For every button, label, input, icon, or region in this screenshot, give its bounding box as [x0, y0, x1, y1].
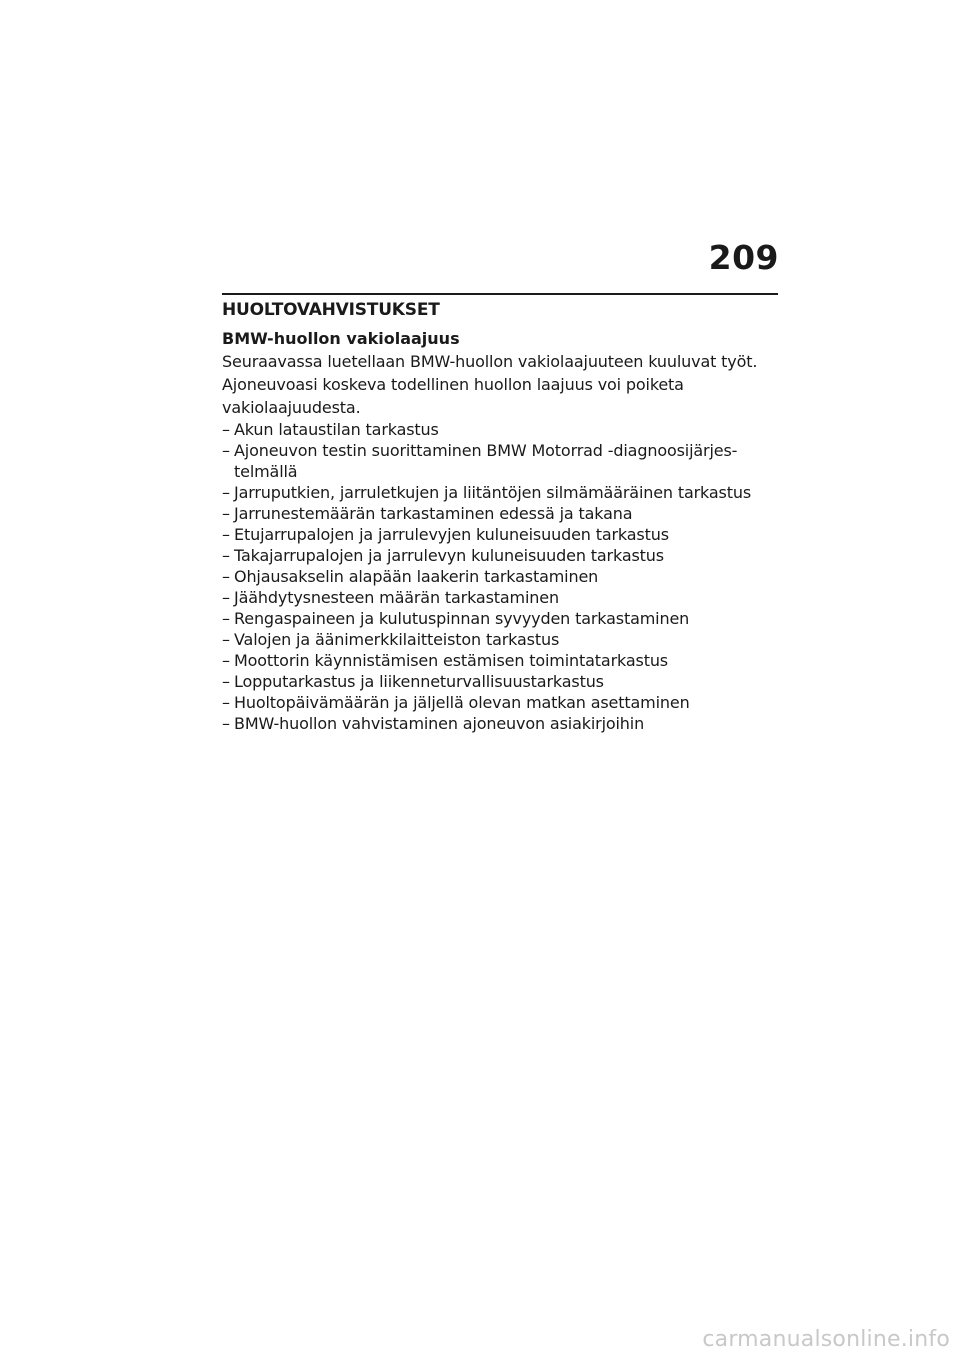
dash: – — [222, 441, 230, 460]
task-item — [222, 608, 782, 629]
task-item — [222, 587, 782, 608]
task-item — [222, 419, 782, 440]
task-item — [222, 671, 782, 692]
task-item — [222, 440, 782, 482]
dash: – — [222, 588, 230, 607]
task-text: Huoltopäivämäärän ja jäljellä olevan matkan asettaminen — [234, 693, 690, 712]
dash: – — [222, 420, 230, 439]
task-text: Etujarrupalojen ja jarrulevyjen kuluneisuuden tarkastus — [234, 525, 669, 544]
intro-paragraph: Seuraavassa luetellaan BMW-huollon vakiolaajuuteen kuuluvat työt. Ajoneuvoasi koskeva todellinen huollon laajuus voi poiketa vakiolaajuudesta. — [222, 352, 758, 417]
dash: – — [222, 567, 230, 586]
subsection-title: BMW-huollon vakiolaajuus — [222, 329, 460, 348]
dash: – — [222, 693, 230, 712]
watermark: carmanualsonline.info — [702, 1327, 950, 1352]
task-item — [222, 524, 782, 545]
task-item — [222, 482, 782, 503]
page-number: 209 — [708, 238, 779, 277]
task-list — [222, 419, 782, 734]
dash: – — [222, 546, 230, 565]
dash: – — [222, 651, 230, 670]
task-text: Jarruputkien, jarruletkujen ja liitäntöjen silmämääräinen tarkastus — [234, 483, 752, 502]
task-text: Ajoneuvon testin suorittaminen BMW Motorrad -diagnoosijärjestelmällä — [234, 441, 738, 481]
dash: – — [222, 609, 230, 628]
task-text: Jäähdytysnesteen määrän tarkastaminen — [234, 588, 559, 607]
page-content — [222, 296, 782, 734]
dash: – — [222, 672, 230, 691]
dash: – — [222, 504, 230, 523]
dash: – — [222, 714, 230, 733]
task-item — [222, 713, 782, 734]
task-item — [222, 692, 782, 713]
task-item — [222, 503, 782, 524]
task-text: Ohjausakselin alapään laakerin tarkastaminen — [234, 567, 599, 586]
task-text: Lopputarkastus ja liikenneturvallisuustarkastus — [234, 672, 604, 691]
task-text: Takajarrupalojen ja jarrulevyn kuluneisuuden tarkastus — [234, 546, 664, 565]
task-text: Rengaspaineen ja kulutuspinnan syvyyden tarkastaminen — [234, 609, 690, 628]
task-text: Moottorin käynnistämisen estämisen toimintatarkastus — [234, 651, 668, 670]
dash: – — [222, 483, 230, 502]
task-text: Valojen ja äänimerkkilaitteiston tarkastus — [234, 630, 560, 649]
dash: – — [222, 630, 230, 649]
dash: – — [222, 525, 230, 544]
task-text: Jarrunestemäärän tarkastaminen edessä ja takana — [234, 504, 633, 523]
task-item — [222, 650, 782, 671]
task-item — [222, 566, 782, 587]
task-item — [222, 629, 782, 650]
header-rule — [222, 293, 778, 295]
section-title: HUOLTOVAHVISTUKSET — [222, 300, 440, 320]
task-item — [222, 545, 782, 566]
task-text: BMW-huollon vahvistaminen ajoneuvon asiakirjoihin — [234, 714, 645, 733]
task-text: Akun lataustilan tarkastus — [234, 420, 439, 439]
